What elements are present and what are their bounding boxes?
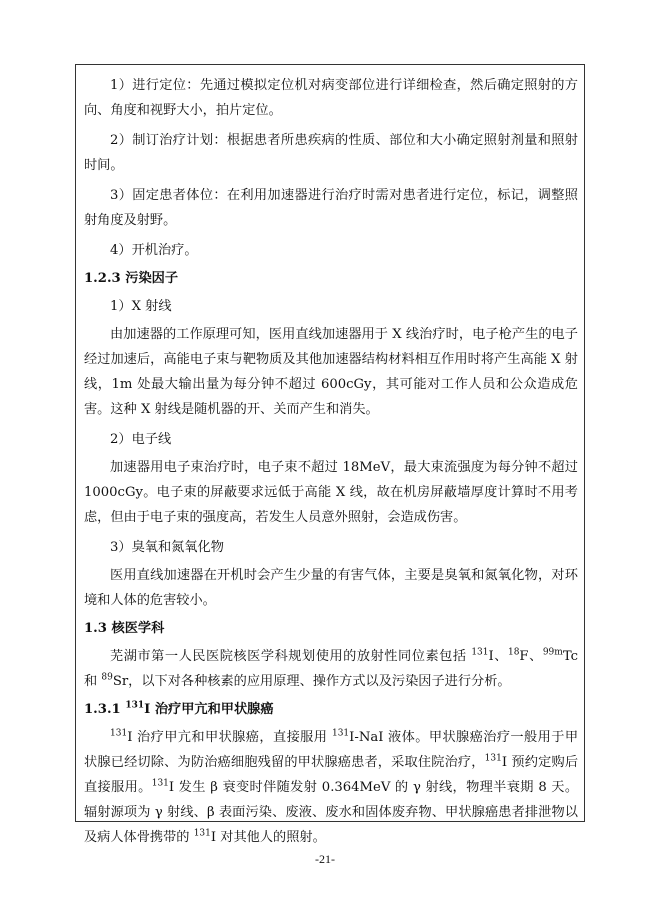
intro-text-b: Sr，以下对各种核素的应用原理、操作方式以及污染因子进行分析。	[112, 674, 511, 689]
step-2-text: 2）制订治疗计划：根据患者所患疾病的性质、部位和大小确定照射剂量和照射时间。	[84, 133, 578, 173]
element-symbol: F、	[519, 649, 543, 664]
mass-number: 18	[507, 647, 520, 658]
text-span: I 发生 β 衰变时伴随发射 0.364MeV 的 γ 射线，物理半衰期 8 天。辐射源项为 γ 射线、β 表面污染、废液、废水和固体废弃物、甲状腺癌患者排泄物以及病人体骨携带的	[84, 780, 579, 845]
mass-number: 131	[484, 753, 502, 764]
electron-title: 2）电子线	[110, 432, 172, 447]
heading-number: 1.3.1	[84, 702, 126, 717]
text-span: I 治疗甲亢和甲状腺癌，直接服用	[127, 730, 332, 745]
mass-number: 99m	[542, 647, 563, 658]
mass-number: 131	[193, 828, 211, 839]
page-number: -21-	[315, 852, 335, 866]
electron-text: 加速器用电子束治疗时，电子束不超过 18MeV，最大束流强度为每分钟不超过1000cGy。电子束的屏蔽要求远低于高能 X 线，故在机房屏蔽墙厚度计算时不用考虑，但由于电子束的强度高，若发生人员意外照射，会造成伤害。	[84, 460, 578, 525]
step-3-text: 3）固定患者体位：在利用加速器进行治疗时需对患者进行定位，标记，调整照射角度及射野。	[84, 188, 578, 228]
mass-number: 131	[151, 778, 169, 789]
text-span: I-NaI 液体。甲状腺癌治疗一般用于甲状腺已经切除、为防治癌细胞残留的甲状腺癌患者，采取住院治疗，	[84, 730, 579, 770]
heading-1-3-1	[84, 697, 578, 722]
ozone-text: 医用直线加速器在开机时会产生少量的有害气体，主要是臭氧和氮氧化物，对环境和人体的危害较小。	[84, 568, 578, 608]
xray-title: 1）X 射线	[110, 299, 172, 314]
mass-number: 131	[110, 728, 128, 739]
heading-title: I 治疗甲亢和甲状腺癌	[144, 702, 274, 717]
text-span: I 预约定购后直接服用。	[84, 755, 579, 795]
content-frame	[75, 64, 585, 845]
text-span: I 对其他人的照射。	[210, 830, 326, 845]
xray-text: 由加速器的工作原理可知，医用直线加速器用于 X 线治疗时，电子枪产生的电子经过加速后，高能电子束与靶物质及其他加速器结构材料相互作用时将产生高能 X 射线，1m 处最大输出量为每分钟不超过 600cGy，其可能对工作人员和公众造成危害。这种 X 射线是随机器的开、关而产生和消失。	[84, 327, 578, 417]
intro-text-a: 芜湖市第一人民医院核医学科规划使用的放射性同位素包括	[110, 649, 472, 664]
nuclear-intro	[84, 644, 578, 694]
step-1-text: 1）进行定位：先通过模拟定位机对病变部位进行详细检查，然后确定照射的方向、角度和视野大小，拍片定位。	[84, 78, 578, 118]
mass-number: 131	[331, 728, 350, 739]
iodine-therapy-text	[84, 725, 578, 850]
heading-1-3: 1.3 核医学科	[84, 621, 165, 636]
step-4-text: 4）开机治疗。	[110, 243, 198, 258]
mass-number: 131	[125, 700, 145, 711]
element-symbol: Tc 和	[84, 649, 578, 689]
heading-1-2-3: 1.2.3 污染因子	[84, 271, 179, 286]
mass-number: 89	[101, 672, 113, 683]
content-body	[84, 73, 578, 850]
ozone-title: 3）臭氧和氮氧化物	[110, 540, 224, 555]
mass-number: 131	[471, 647, 489, 658]
element-symbol: I、	[488, 649, 508, 664]
